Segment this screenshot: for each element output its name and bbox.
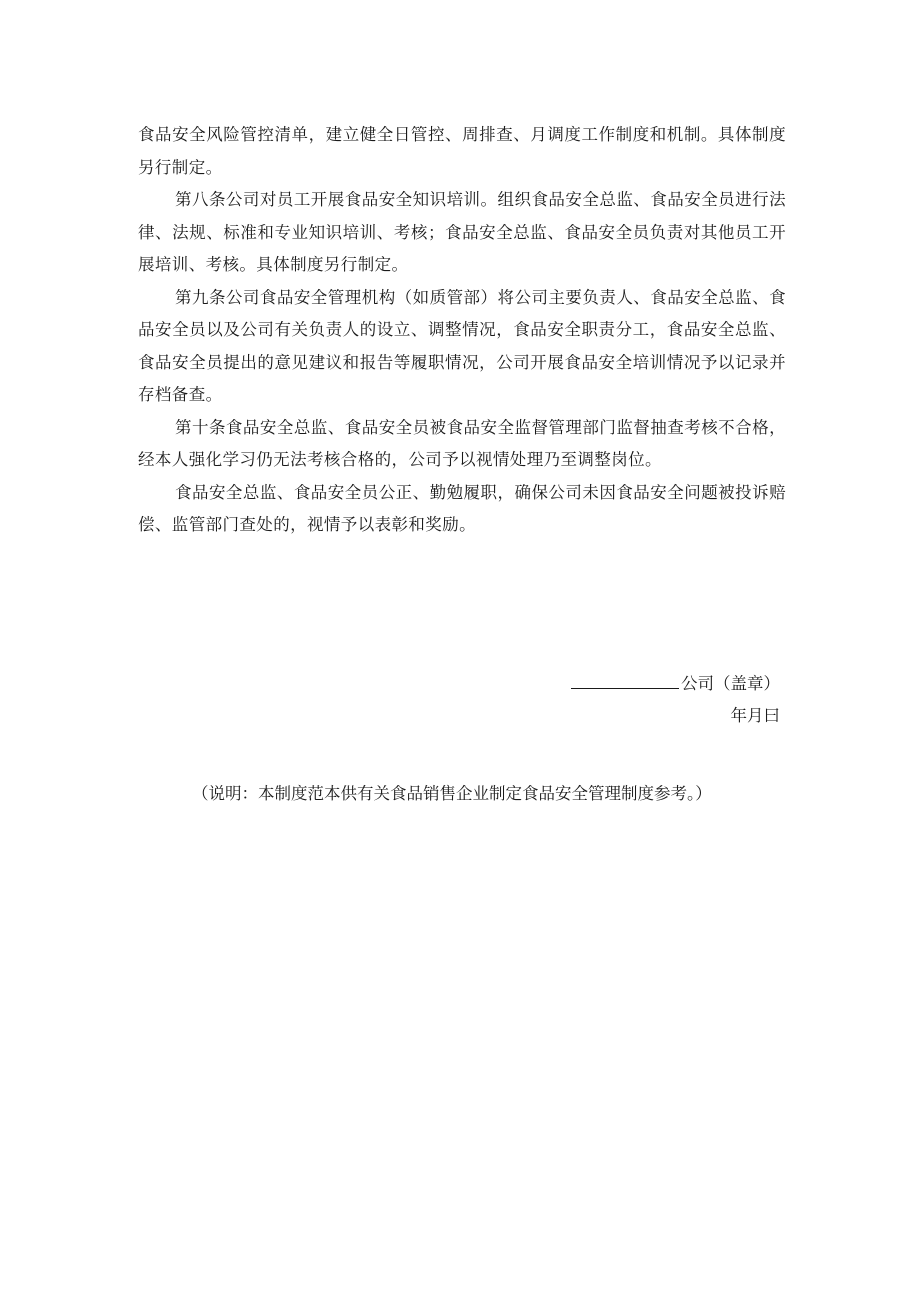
paragraph-continuation: 食品安全风险管控清单，建立健全日管控、周排查、月调度工作制度和机制。具体制度另行制定。: [138, 125, 786, 177]
signature-block: [571, 668, 780, 732]
document-body: [138, 119, 786, 542]
explanatory-note: （说明：本制度范本供有关食品销售企业制定食品安全管理制度参考。）: [192, 784, 712, 803]
date-label: 年月曰: [730, 706, 780, 725]
company-seal-row: [571, 668, 780, 700]
company-name-blank: [571, 670, 679, 689]
paragraph-article-9: 第九条公司食品安全管理机构（如质管部）将公司主要负责人、食品安全总监、食品安全员以及公司有关负责人的设立、调整情况，食品安全职责分工，食品安全总监、食品安全员提出的意见建议和报告等履职情况，公司开展食品安全培训情况予以记录并存档备查。: [138, 287, 786, 404]
paragraph-reward: 食品安全总监、食品安全员公正、勤勉履职，确保公司未因食品安全问题被投诉赔偿、监管部门查处的，视情予以表彰和奖励。: [138, 482, 786, 534]
paragraph-article-8: 第八条公司对员工开展食品安全知识培训。组织食品安全总监、食品安全员进行法律、法规、标准和专业知识培训、考核；食品安全总监、食品安全员负责对其他员工开展培训、考核。具体制度另行制定。: [138, 190, 786, 274]
company-seal-label: 公司（盖章）: [681, 674, 780, 693]
paragraph-article-10: 第十条食品安全总监、食品安全员被食品安全监督管理部门监督抽查考核不合格，经本人强化学习仍无法考核合格的，公司予以视情处理乃至调整岗位。: [138, 417, 786, 469]
